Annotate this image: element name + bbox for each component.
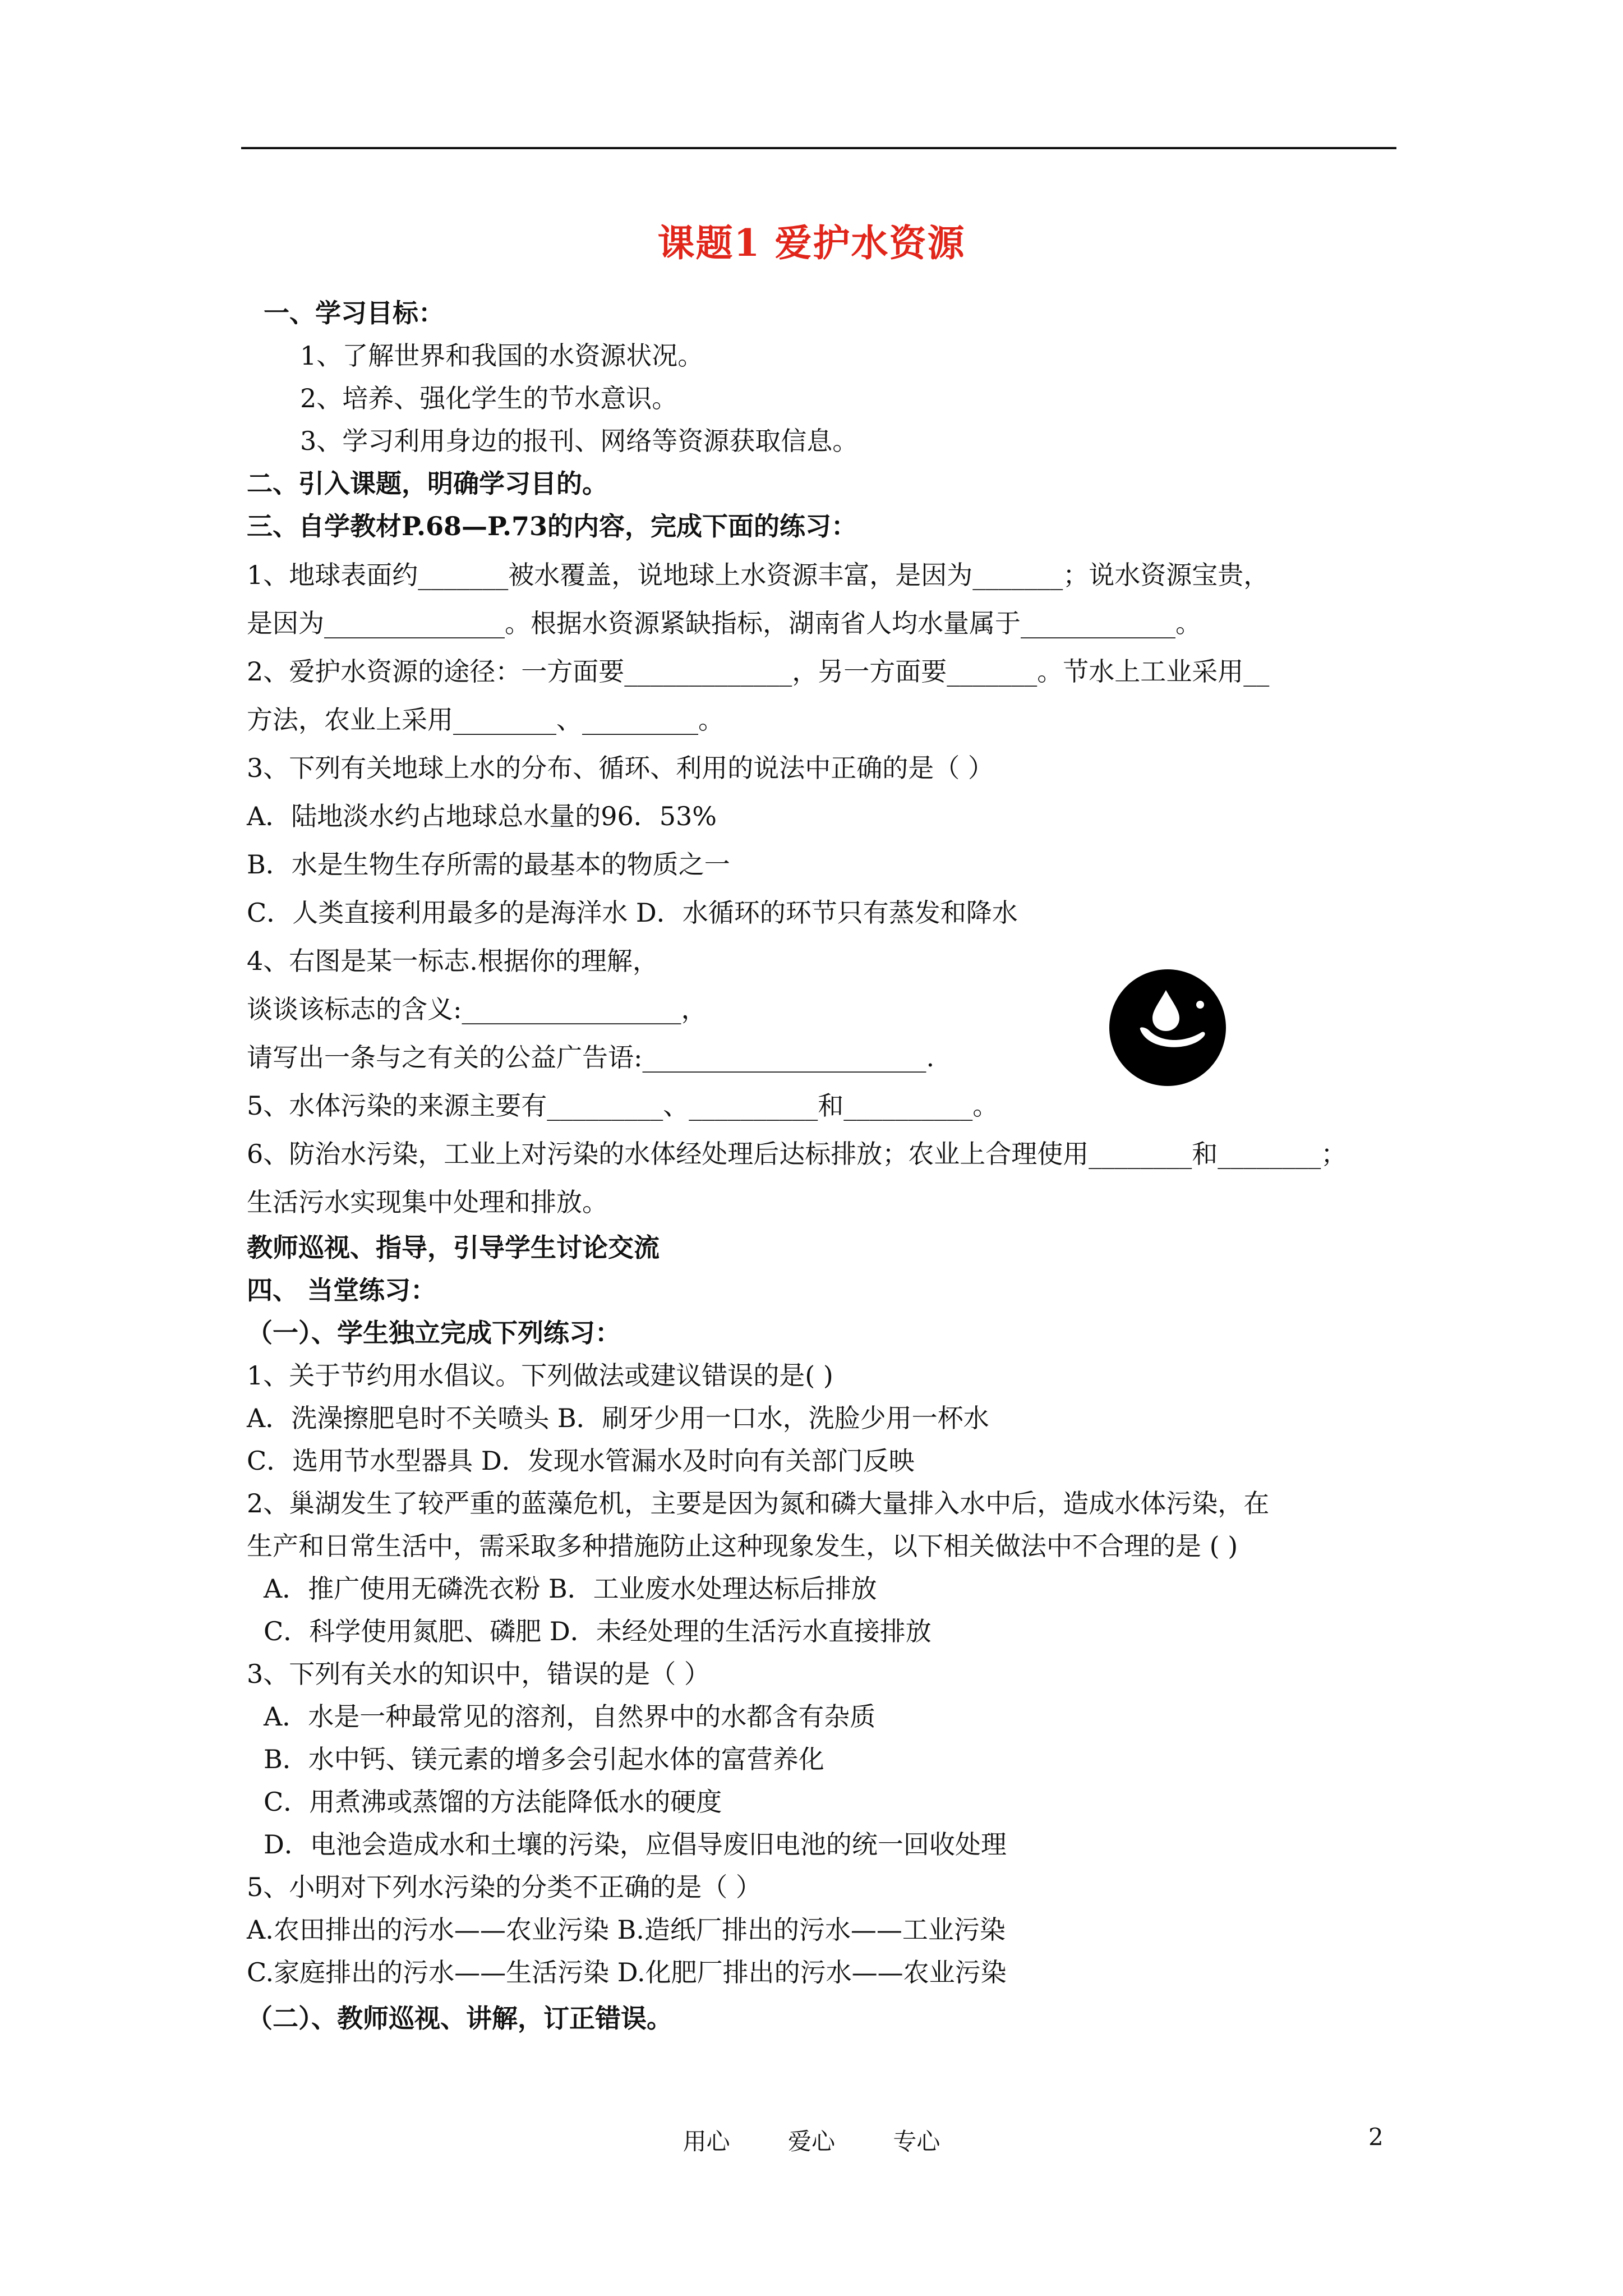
question-text: 5、小明对下列水污染的分类不正确的是（ ） (247, 1872, 762, 1902)
question-text: 谈谈该标志的含义:_________________， (247, 994, 707, 1024)
question-text: 5、水体污染的来源主要有_________、__________和__________。 (247, 1091, 999, 1121)
answer-option: A．洗澡擦肥皂时不关喷头 B．刷牙少用一口水，洗脸少用一杯水 (247, 1403, 989, 1433)
section-heading: （二）、教师巡视、讲解，订正错误。 (247, 2003, 672, 2033)
question-text: 1、地球表面约_______被水覆盖，说地球上水资源丰富，是因为_______；说水资源宝贵， (247, 560, 1270, 590)
question-text: 2、爱护水资源的途径：一方面要_____________，另一方面要_______。节水上工业采用__ (247, 656, 1270, 687)
question-text: 4、右图是某一标志.根据你的理解， (247, 946, 658, 976)
section-heading: 教师巡视、指导，引导学生讨论交流 (247, 1232, 660, 1263)
answer-option: B．水是生物生存所需的最基本的物质之一 (247, 849, 730, 880)
question-text: 请写出一条与之有关的公益广告语:______________________. (247, 1042, 935, 1073)
objective-item: 1、了解世界和我国的水资源状况。 (300, 341, 704, 371)
question-text: 生产和日常生活中，需采取多种措施防止这种现象发生，以下相关做法中不合理的是 ( ) (247, 1531, 1238, 1561)
answer-option: C．人类直接利用最多的是海洋水 D．水循环的环节只有蒸发和降水 (247, 898, 1018, 928)
footer-word: 用心 (683, 2128, 730, 2155)
section-heading: 一、学习目标： (264, 298, 444, 328)
page-number: 2 (1368, 2123, 1384, 2151)
water-saving-logo-icon (1108, 968, 1228, 1088)
section-heading: （一）、学生独立完成下列练习： (247, 1318, 621, 1348)
section-heading: 二、引入课题，明确学习目的。 (247, 468, 608, 499)
answer-option: C．科学使用氮肥、磷肥 D．未经处理的生活污水直接排放 (264, 1616, 932, 1646)
page-title: 课题1 爱护水资源 (657, 221, 966, 265)
answer-option: A．推广使用无磷洗衣粉 B．工业废水处理达标后排放 (264, 1573, 877, 1604)
answer-option: D．电池会造成水和土壤的污染，应倡导废旧电池的统一回收处理 (264, 1829, 1007, 1860)
answer-option: C．选用节水型器具 D．发现水管漏水及时向有关部门反映 (247, 1446, 915, 1476)
answer-option: A．陆地淡水约占地球总水量的96．53% (247, 801, 717, 831)
answer-option: A．水是一种最常见的溶剂，自然界中的水都含有杂质 (264, 1701, 876, 1732)
footer-word: 专心 (893, 2128, 940, 2155)
question-text: 3、下列有关水的知识中，错误的是（ ） (247, 1659, 710, 1689)
question-text: 方法，农业上采用________、_________。 (247, 705, 724, 735)
question-text: 3、下列有关地球上水的分布、循环、利用的说法中正确的是（ ） (247, 753, 994, 783)
question-text: 1、关于节约用水倡议。下列做法或建议错误的是( ) (247, 1360, 833, 1391)
section-heading: 三、自学教材P.68—P.73的内容，完成下面的练习： (247, 511, 857, 541)
header-rule (241, 147, 1396, 149)
worksheet-body (247, 292, 1396, 2040)
question-text: 2、巢湖发生了较严重的蓝藻危机，主要是因为氮和磷大量排入水中后，造成水体污染，在 (247, 1488, 1270, 1519)
answer-option: B．水中钙、镁元素的增多会引起水体的富营养化 (264, 1744, 824, 1774)
objective-item: 3、学习利用身边的报刊、网络等资源获取信息。 (300, 426, 859, 456)
section-heading: 四、 当堂练习： (247, 1275, 437, 1305)
objective-item: 2、培养、强化学生的节水意识。 (300, 383, 678, 413)
question-text: 是因为______________。根据水资源紧缺指标，湖南省人均水量属于____________。 (247, 608, 1201, 638)
footer-word: 爱心 (787, 2128, 835, 2155)
answer-option: C.家庭排出的污水——生活污染 D.化肥厂排出的污水——农业污染 (247, 1957, 1007, 1987)
answer-option: A.农田排出的污水——农业污染 B.造纸厂排出的污水——工业污染 (247, 1915, 1006, 1945)
answer-option: C．用煮沸或蒸馏的方法能降低水的硬度 (264, 1787, 722, 1817)
question-text: 6、防治水污染，工业上对污染的水体经处理后达标排放；农业上合理使用________和________； (247, 1139, 1347, 1169)
question-text: 生活污水实现集中处理和排放。 (247, 1187, 608, 1217)
